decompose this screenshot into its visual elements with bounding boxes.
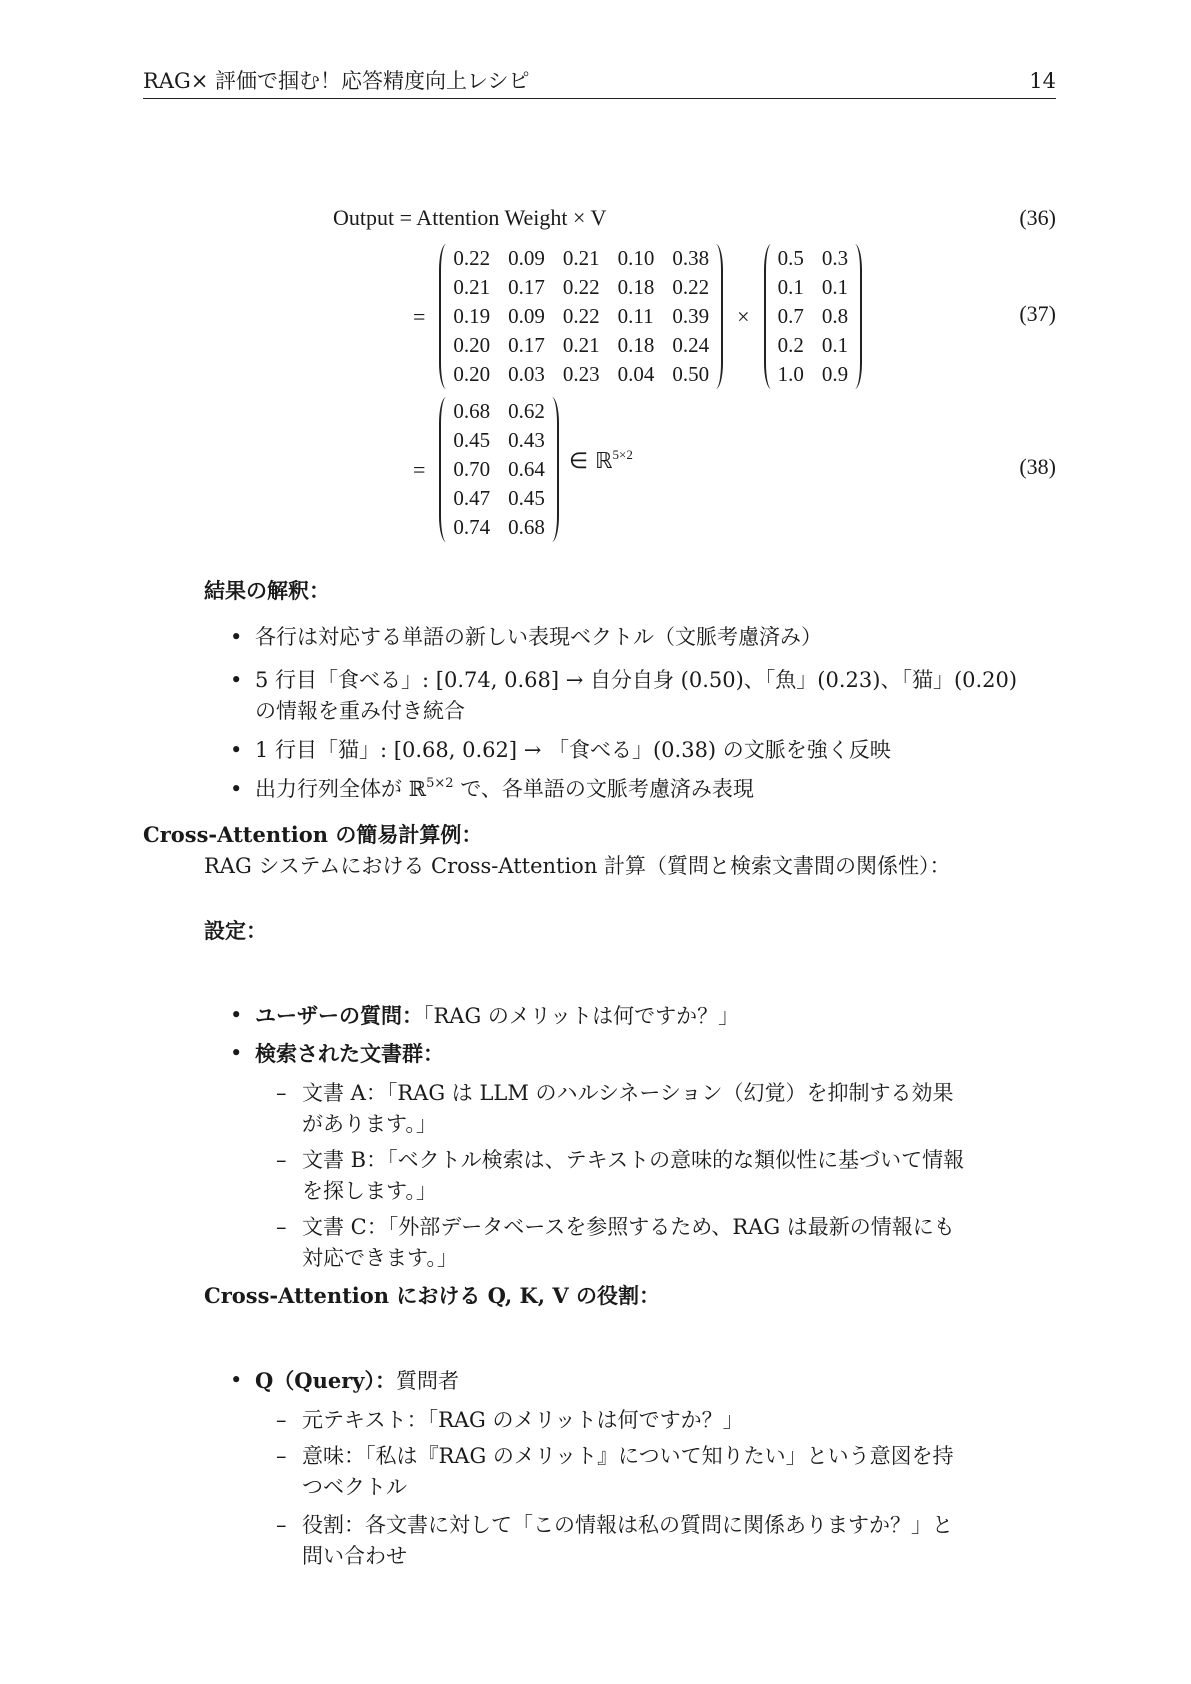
matrix-cell: 0.45 bbox=[453, 428, 491, 452]
matrix-row bbox=[451, 244, 711, 273]
documents-item: • 検索された文書群： bbox=[230, 1041, 444, 1066]
matrix-cell: 0.21 bbox=[453, 275, 491, 299]
equals-sign: = bbox=[413, 456, 426, 482]
list-item: • 出力行列全体が ℝ$^{5\times 2}$ で、各単語の文脈考慮済み表現 bbox=[230, 776, 754, 801]
equals-sign: = bbox=[413, 303, 426, 329]
matrix-cell: 0.3 bbox=[821, 246, 849, 270]
matrix-cell: 0.8 bbox=[821, 304, 849, 328]
matrix-row bbox=[776, 331, 851, 360]
matrix-row bbox=[451, 513, 547, 542]
matrix-row bbox=[451, 426, 547, 455]
matrix-cell: 0.74 bbox=[453, 515, 491, 539]
page-header bbox=[143, 68, 1056, 99]
output-matrix bbox=[439, 397, 559, 542]
matrix-cell: 0.1 bbox=[821, 275, 849, 299]
document-b: – 文書 B：「ベクトル検索は、テキストの意味的な類似性に基づいて情報 を探します。」 bbox=[276, 1148, 965, 1203]
equation-36 bbox=[143, 205, 1056, 237]
matrix-cell: 0.09 bbox=[508, 304, 545, 328]
matrix-cell: 0.09 bbox=[508, 246, 545, 270]
interpretation-heading: 結果の解釈： bbox=[204, 578, 330, 603]
matrix-cell: 0.1 bbox=[821, 333, 849, 357]
setup-heading: 設定： bbox=[204, 918, 267, 943]
matrix-row bbox=[451, 455, 547, 484]
matrix-cell: 0.23 bbox=[562, 362, 600, 386]
matrix-cell: 0.50 bbox=[672, 362, 710, 386]
question-item: • ユーザーの質問：「RAG のメリットは何ですか？」 bbox=[230, 1003, 740, 1028]
matrix-row bbox=[776, 302, 851, 331]
list-item: • 5 行目「食べる」: [0.74, 0.68] → 自分自身 (0.50)、「魚」(0.23)、「猫」(0.20) の情報を重み付き統合 bbox=[230, 668, 1018, 723]
query-original-text: – 元テキスト：「RAG のメリットは何ですか？」 bbox=[276, 1408, 744, 1432]
matrix-cell: 0.18 bbox=[617, 333, 655, 357]
matrix-cell: 0.70 bbox=[453, 457, 491, 481]
page-number: 14 bbox=[1029, 69, 1056, 93]
matrix-cell: 0.45 bbox=[508, 486, 545, 510]
cross-attention-heading: Cross-Attention の簡易計算例： bbox=[143, 822, 483, 847]
roles-heading: Cross-Attention における Q, K, V の役割： bbox=[204, 1283, 661, 1308]
value-matrix bbox=[764, 244, 863, 389]
equation-36-lhs: Output = Attention Weight × V bbox=[333, 205, 607, 230]
matrix-cell: 0.7 bbox=[777, 304, 804, 328]
matrix-cell: 0.64 bbox=[508, 457, 545, 481]
matrix-row bbox=[451, 331, 711, 360]
matrix-row bbox=[776, 360, 851, 389]
matrix-cell: 0.1 bbox=[777, 275, 804, 299]
matrix-row bbox=[451, 484, 547, 513]
matrix-cell: 0.24 bbox=[672, 333, 710, 357]
times-sign: × bbox=[737, 303, 750, 329]
query-role: – 役割：各文書に対して「この情報は私の質問に関係ありますか？」と 問い合わせ bbox=[276, 1513, 953, 1568]
matrix-cell: 0.21 bbox=[562, 246, 600, 270]
matrix-cell: 0.5 bbox=[777, 246, 804, 270]
query-item: • Q（Query）：質問者 bbox=[230, 1368, 459, 1393]
membership: ∈ ℝ$^{5\times 2}$ bbox=[568, 447, 633, 474]
matrix-cell: 0.03 bbox=[508, 362, 545, 386]
matrix-cell: 0.22 bbox=[562, 304, 600, 328]
matrix-cell: 0.17 bbox=[508, 275, 545, 299]
equation-number: (37) bbox=[1019, 301, 1056, 326]
matrix-cell: 0.11 bbox=[617, 304, 654, 328]
list-item: • 各行は対応する単語の新しい表現ベクトル（文脈考慮済み） bbox=[230, 625, 822, 649]
matrix-cell: 0.22 bbox=[672, 275, 710, 299]
matrix-cell: 0.18 bbox=[617, 275, 655, 299]
matrix-cell: 0.47 bbox=[453, 486, 491, 510]
matrix-cell: 0.20 bbox=[453, 333, 491, 357]
matrix-cell: 0.39 bbox=[672, 304, 710, 328]
equation-37 bbox=[143, 243, 1056, 390]
matrix-cell: 0.68 bbox=[453, 399, 491, 423]
document-c: – 文書 C：「外部データベースを参照するため、RAG は最新の情報にも 対応できます。」 bbox=[276, 1215, 955, 1270]
matrix-cell: 0.43 bbox=[508, 428, 545, 452]
matrix-cell: 0.22 bbox=[453, 246, 491, 270]
matrix-cell: 1.0 bbox=[777, 362, 804, 386]
matrix-cell: 0.19 bbox=[453, 304, 491, 328]
matrix-row bbox=[451, 397, 547, 426]
matrix-row bbox=[451, 360, 711, 389]
document-a: – 文書 A：「RAG は LLM のハルシネーション（幻覚）を抑制する効果 があります。」 bbox=[276, 1081, 954, 1136]
matrix-cell: 0.38 bbox=[672, 246, 710, 270]
equation-38 bbox=[143, 396, 1056, 543]
list-item: • 1 行目「猫」: [0.68, 0.62] → 「食べる」(0.38) の文脈を強く反映 bbox=[230, 738, 891, 762]
matrix-cell: 0.21 bbox=[562, 333, 600, 357]
equation-number: (36) bbox=[1019, 205, 1056, 230]
equation-number: (38) bbox=[1019, 454, 1056, 479]
matrix-row bbox=[776, 244, 851, 273]
matrix-cell: 0.68 bbox=[508, 515, 545, 539]
matrix-cell: 0.04 bbox=[617, 362, 655, 386]
matrix-cell: 0.62 bbox=[508, 399, 545, 423]
running-title: RAG× 評価で掴む！応答精度向上レシピ bbox=[143, 69, 530, 93]
matrix-cell: 0.9 bbox=[821, 362, 849, 386]
matrix-cell: 0.17 bbox=[508, 333, 545, 357]
matrix-row bbox=[451, 302, 711, 331]
matrix-row bbox=[451, 273, 711, 302]
cross-attention-intro: RAG システムにおける Cross-Attention 計算（質問と検索文書間の関係性）： bbox=[204, 854, 951, 878]
query-meaning: – 意味：「私は『RAG のメリット』について知りたい」という意図を持 つベクトル bbox=[276, 1444, 954, 1499]
matrix-cell: 0.20 bbox=[453, 362, 491, 386]
attention-weight-matrix bbox=[439, 244, 723, 389]
matrix-row bbox=[776, 273, 851, 302]
matrix-cell: 0.10 bbox=[617, 246, 655, 270]
matrix-cell: 0.22 bbox=[562, 275, 600, 299]
matrix-cell: 0.2 bbox=[777, 333, 804, 357]
